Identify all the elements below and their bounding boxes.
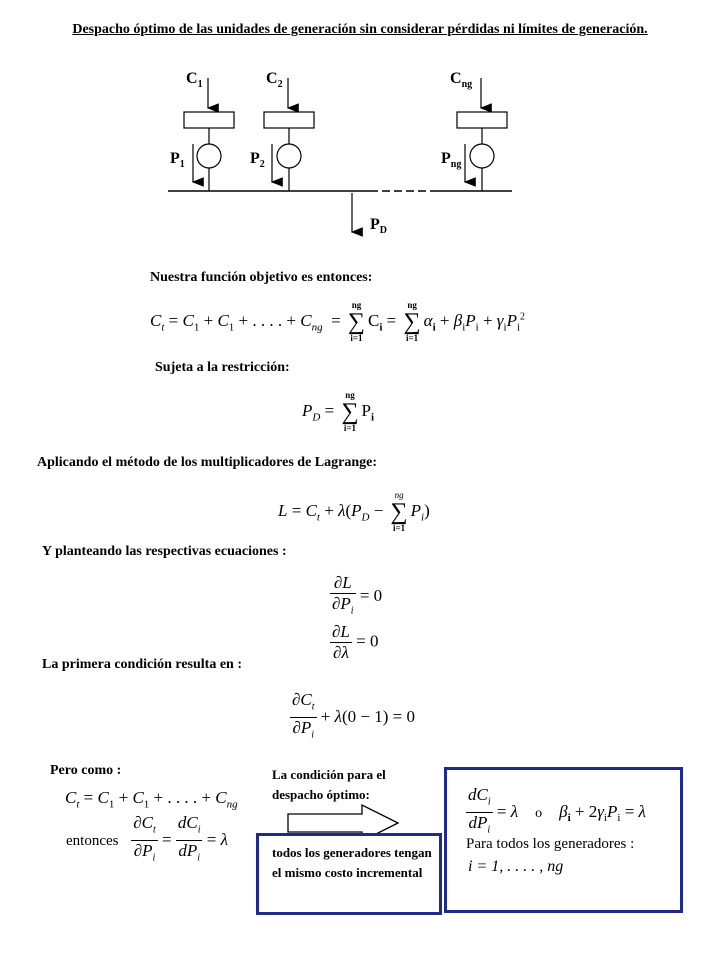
- partial-pi-equation: $\frac{\partial L}{\partial P_i}$ = 0: [332, 573, 383, 617]
- first-condition-label: La primera condición resulta en :: [42, 657, 243, 672]
- first-condition-equation: $\frac{\partial C_t}{\partial P_i}$ + λ(0 − 1) = 0: [292, 690, 415, 741]
- optimal-condition-equation: $\frac{dC_i}{dP_i}$ = λ o $\beta_i + 2\gamma_iP_i = \lambda$: [468, 785, 646, 836]
- for-all-label: Para todos los generadores :: [466, 836, 635, 852]
- power-label-2: $P_2$: [250, 150, 265, 171]
- lagrangian-equation: $L = C_t + \lambda(P_D$ − ng ∑ i=1 $P_i$): [278, 490, 430, 533]
- restriction-equation: $P_D$ = ng ∑ i=1 $P_i$: [302, 390, 375, 433]
- cost-label-1: $C_1$: [186, 70, 203, 91]
- cost-label-2: $C_2$: [266, 70, 283, 91]
- lagrange-label: Aplicando el método de los multiplicadores de Lagrange:: [37, 455, 378, 470]
- turbine-box-2: [264, 112, 314, 128]
- condition-dispatch-label: La condición para el despacho óptimo:: [272, 767, 386, 802]
- incremental-cost-text: todos los generadores tengan el mismo costo incremental: [272, 845, 432, 880]
- objective-label: Nuestra función objetivo es entonces:: [150, 270, 373, 285]
- demand-label: $P_D$: [370, 216, 388, 237]
- range-label: i = 1, . . . . , ng: [468, 858, 564, 875]
- generator-2: [277, 144, 301, 168]
- power-label-ng: $P_{ng}$: [441, 150, 462, 171]
- partial-lambda-equation: $\frac{\partial L}{\partial\lambda}$ = 0: [332, 622, 379, 662]
- page-title: Despacho óptimo de las unidades de generación sin considerar pérdidas ni límites de generación.: [72, 22, 648, 37]
- objective-equation: $C_t = C_1 + C_1$ + . . . . + $C_{ng}$ = ng ∑ i=1 $C_i$ = ng ∑ i=1 $\alpha_i + \beta_iP_i + \gamma_iP_i^2$: [150, 300, 526, 343]
- restriction-label: Sujeta a la restricción:: [155, 360, 290, 375]
- entonces-equation: entonces $\frac{\partial C_t}{\partial P_i}$ = $\frac{dC_i}{dP_i}$ = λ: [66, 813, 228, 864]
- cost-label-ng: $C_{ng}$: [450, 70, 473, 91]
- power-label-1: $P_1$: [170, 150, 185, 171]
- but-as-label: Pero como :: [50, 763, 122, 778]
- equations-label: Y planteando las respectivas ecuaciones :: [42, 544, 287, 559]
- turbine-box-1: [184, 112, 234, 128]
- generator-ng: [470, 144, 494, 168]
- turbine-box-ng: [457, 112, 507, 128]
- total-cost-equation: $C_t = C_1 + C_1$ + . . . . + $C_{ng}$: [65, 788, 238, 811]
- generator-1: [197, 144, 221, 168]
